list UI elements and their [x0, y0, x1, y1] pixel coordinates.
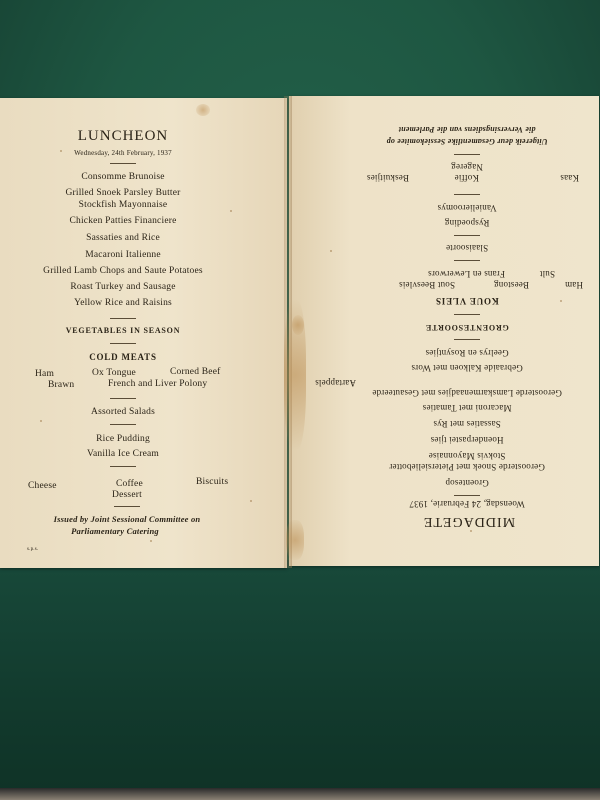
vegetables-heading: GROENTESOORTE: [425, 323, 509, 332]
menu-item: Kaas: [560, 173, 579, 183]
cold-meats-heading: COLD MEATS: [89, 352, 157, 362]
menu-item: Stockfish Mayonnaise: [78, 200, 168, 210]
divider: [110, 466, 136, 467]
menu-item: Koffie: [454, 173, 479, 183]
menu-item: Rice Pudding: [96, 434, 150, 444]
issued-by-line: die Verversingsdiens van die Parlement: [398, 125, 536, 134]
floor-edge: [0, 788, 600, 800]
cold-meat-item: Corned Beef: [170, 367, 221, 377]
divider: [454, 314, 480, 315]
cold-meat-item: Sout Beesvleis: [398, 280, 455, 290]
cold-meat-item: Ham: [35, 369, 55, 379]
menu-item: Dessert: [112, 490, 142, 500]
menu-item: Chicken Patties Financiere: [69, 216, 177, 226]
cold-meat-item: French and Liver Polony: [108, 379, 208, 389]
menu-item: Yellow Rice and Raisins: [74, 298, 172, 308]
paper-spot: [230, 210, 232, 212]
menu-item: Beskuitjies: [366, 173, 409, 183]
menu-item: Aartappels: [315, 378, 356, 388]
cold-meat-item: Ham: [564, 280, 583, 290]
menu-item: Sassaties met Rys: [433, 419, 501, 429]
afrikaans-menu-upside-down: [289, 96, 599, 566]
divider: [110, 398, 136, 399]
menu-item: Vanilla Ice Cream: [87, 449, 159, 459]
menu-item: Biscuits: [196, 477, 229, 487]
menu-item: Vanielieroomys: [437, 203, 497, 213]
divider: [110, 343, 136, 344]
menu-date: Wednesday, 24th February, 1937: [74, 149, 172, 157]
issued-by-line: Parliamentary Catering: [71, 526, 159, 536]
vegetables-heading: VEGETABLES IN SEASON: [65, 326, 181, 335]
menu-item: Sassaties and Rice: [86, 233, 160, 243]
cold-meats-heading: KOUE VLEIS: [435, 296, 499, 306]
cold-meat-item: Frans en Lewerwors: [427, 269, 505, 279]
menu-item: Roast Turkey and Sausage: [70, 282, 176, 292]
menu-title: LUNCHEON: [77, 128, 169, 144]
menu-item: Groentesop: [445, 478, 489, 488]
paper-stain: [196, 104, 210, 116]
menu-item: Consomme Brunoise: [81, 172, 165, 182]
menu-item: Geelrys en Rosyntjies: [425, 348, 509, 358]
menu-item: Hoenderpastei tjies: [430, 435, 504, 445]
divider: [454, 235, 480, 236]
menu-item: Geroosterde Lamskarmenaadjies met Gesauteerde: [372, 388, 562, 398]
menu-item: Macaroni met Tamaties: [422, 403, 512, 413]
issued-by-line: Uitgereik deur Gesamentlike Sessiekomitee op: [386, 137, 548, 146]
issued-by-line: Issued by Joint Sessional Committee on: [53, 514, 201, 524]
tablecloth-shadow: [0, 560, 600, 800]
menu-item: Grilled Snoek Parsley Butter: [65, 188, 181, 198]
cold-meat-item: Sult: [539, 269, 555, 279]
printer-mark: s.p.s.: [27, 547, 39, 552]
menu-item: Slaaisoorte: [445, 243, 489, 253]
menu-title: MIDDAGETE: [422, 514, 516, 529]
menu-item: Assorted Salads: [91, 407, 155, 417]
cold-meat-item: Beestong: [493, 280, 529, 290]
menu-item: Gebraaide Kalkoen met Wors: [411, 363, 523, 373]
divider: [454, 194, 480, 195]
divider: [110, 424, 136, 425]
cold-meat-item: Ox Tongue: [92, 368, 136, 378]
divider: [454, 339, 480, 340]
divider: [110, 163, 136, 164]
divider: [454, 495, 480, 496]
divider: [454, 260, 480, 261]
divider: [110, 318, 136, 319]
menu-date: Woensdag, 24 Februarie, 1937: [409, 499, 525, 509]
menu-item: Ryspoeding: [444, 218, 490, 228]
menu-item: Coffee: [116, 479, 143, 489]
paper-spot: [150, 540, 152, 542]
divider: [454, 154, 480, 155]
paper-spot: [250, 500, 252, 502]
paper-spot: [60, 150, 62, 152]
menu-item: Stokvis Mayonnaise: [428, 451, 506, 461]
menu-item: Grilled Lamb Chops and Saute Potatoes: [43, 266, 203, 276]
menu-item: Macaroni Italienne: [85, 250, 161, 260]
menu-item: Nagereg: [451, 162, 483, 172]
menu-item: Geroosterde Snoek met Pietersieliebotter: [389, 462, 545, 472]
menu-item: Cheese: [28, 481, 57, 491]
cold-meat-item: Brawn: [48, 380, 75, 390]
paper-spot: [40, 420, 42, 422]
divider: [114, 506, 140, 507]
